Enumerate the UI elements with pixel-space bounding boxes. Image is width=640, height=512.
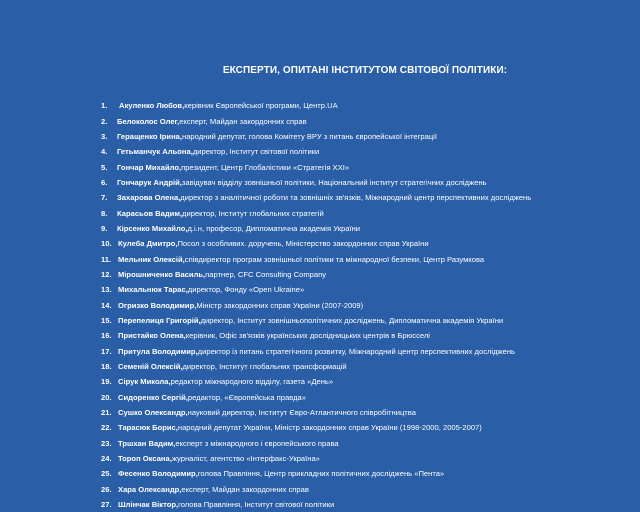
item-number: 26. <box>101 484 112 494</box>
expert-name: Притула Володимир, <box>118 346 198 356</box>
list-item <box>101 359 631 374</box>
item-number: 19. <box>101 377 112 387</box>
expert-description: голова Правління, Інститут світової політики <box>178 500 335 510</box>
expert-description: експерт з міжнародного і європейського права <box>175 438 339 448</box>
expert-description: науковий директор, Інститут Євро-Атлантичного співробітництва <box>187 408 416 418</box>
expert-description: директор, Інститут світової політики <box>192 147 320 157</box>
expert-name: Шлінчак Віктор, <box>118 500 179 510</box>
expert-name: Сушко Олександр, <box>118 408 188 418</box>
expert-description: директор із питань стратегічного розвитку, Міжнародний центр перспективних досліджень <box>197 346 515 356</box>
list-item <box>101 282 631 297</box>
expert-description: голова Правління, Центр прикладних політичних досліджень «Пента» <box>197 469 445 479</box>
expert-name: Захарова Олена, <box>117 193 181 203</box>
item-number: 5. <box>101 162 108 172</box>
expert-name: Гончар Михайло, <box>117 162 182 172</box>
expert-description: керівник, Офіс зв'язків українських дослідницьких центрів в Брюсселі <box>185 331 430 341</box>
item-number: 11. <box>101 254 112 264</box>
expert-description: Посол з особливих. доручень, Міністерство закордонних справ України <box>177 239 429 249</box>
item-number: 18. <box>101 362 112 372</box>
expert-description: Міністр закордонних справ України (2007-2009) <box>196 300 364 310</box>
item-number: 2. <box>101 116 108 126</box>
expert-description: директор з аналітичної роботи та зовнішніх зв'язків, Міжнародний центр перспективних досліджень <box>180 193 532 203</box>
expert-description: журналіст, агентство «Інтерфакс-Україна» <box>171 454 320 464</box>
list-item <box>101 374 631 389</box>
expert-name: Пристайко Олена, <box>118 331 186 341</box>
expert-name: Семеній Олексій, <box>118 362 183 372</box>
item-number: 24. <box>101 454 112 464</box>
expert-description: народний депутат, голова Комітету ВРУ з питань європейської інтеграції <box>182 131 437 141</box>
item-number: 17. <box>101 346 112 356</box>
list-item <box>101 98 631 113</box>
expert-description: директор, Інститут глобальних стратегій <box>182 208 324 218</box>
expert-description: партнер, CFC Consulting Company <box>205 269 327 279</box>
list-item <box>101 144 631 159</box>
expert-description: народний депутат України, Міністр закордонних справ України (1998-2000, 2005-2007) <box>177 423 482 433</box>
expert-name: Тороп Оксана, <box>118 454 172 464</box>
expert-description: експерт, Майдан закордонних справ <box>179 116 307 126</box>
expert-description: президент, Центр Глобалістики «Стратегія XXI» <box>181 162 350 172</box>
list-item <box>101 451 631 466</box>
expert-name: Тршхан Вадим, <box>118 438 176 448</box>
expert-name: Белоколос Олег, <box>117 116 180 126</box>
expert-name: Фесенко Володимир, <box>118 469 198 479</box>
item-number: 7. <box>101 193 108 203</box>
expert-name: Перепелиця Григорій, <box>118 315 201 325</box>
list-item <box>101 251 631 266</box>
item-number: 25. <box>101 469 112 479</box>
list-item <box>101 497 631 512</box>
item-number: 12. <box>101 269 112 279</box>
item-number: 4. <box>101 147 108 157</box>
expert-description: д.і.н, професор, Дипломатична академія України <box>187 223 361 233</box>
item-number: 8. <box>101 208 108 218</box>
expert-name: Тарасюк Борис, <box>118 423 178 433</box>
item-number: 10. <box>101 239 112 249</box>
list-item <box>101 482 631 497</box>
expert-description: експерт, Майдан закордонних справ <box>181 484 309 494</box>
list-item <box>101 405 631 420</box>
list-item <box>101 436 631 451</box>
expert-name: Хара Олександр, <box>118 484 182 494</box>
expert-description: редактор, «Європейська правда» <box>187 392 307 402</box>
expert-name: Карасьов Вадим, <box>117 208 183 218</box>
expert-description: директор, Інститут зовнішньополітичних досліджень, Дипломатична академія України <box>200 315 504 325</box>
list-item <box>101 420 631 435</box>
item-number: 27. <box>101 500 112 510</box>
list-item <box>101 159 631 174</box>
list-item <box>101 313 631 328</box>
list-item <box>101 205 631 220</box>
item-number: 1. <box>101 101 108 111</box>
list-item <box>101 175 631 190</box>
list-item <box>101 221 631 236</box>
expert-name: Кулеба Дмитро, <box>118 239 178 249</box>
expert-name: Сірук Микола, <box>118 377 171 387</box>
expert-description: редактор міжнародного відділу, газета «День» <box>170 377 334 387</box>
item-number: 22. <box>101 423 112 433</box>
list-item <box>101 190 631 205</box>
item-number: 15. <box>101 315 112 325</box>
page-title: ЕКСПЕРТИ, ОПИТАНІ ІНСТИТУТОМ СВІТОВОЇ ПОЛІТИКИ: <box>222 65 508 76</box>
expert-name: Сидоренко Сергій, <box>118 392 188 402</box>
expert-name: Огризко Володимир, <box>118 300 197 310</box>
list-item <box>101 344 631 359</box>
item-number: 16. <box>101 331 112 341</box>
list-item <box>101 390 631 405</box>
list-item <box>101 466 631 481</box>
item-number: 6. <box>101 177 108 187</box>
item-number: 21. <box>101 408 112 418</box>
expert-name: Геращенко Ірина, <box>117 131 183 141</box>
expert-description: керівник Європейської програми, Центр.UA <box>184 101 338 111</box>
list-item <box>101 297 631 312</box>
expert-description: співдиректор програм зовнішньої політики та міжнародної безпеки, Центр Разумкова <box>184 254 485 264</box>
list-item <box>101 328 631 343</box>
expert-description: завідувач відділу зовнішньої політики, Національний інститут стратегічних досліджень <box>181 177 487 187</box>
list-item <box>101 267 631 282</box>
expert-name: Акуленко Любов, <box>119 101 185 111</box>
expert-name: Михальнюк Тарас, <box>118 285 188 295</box>
item-number: 13. <box>101 285 112 295</box>
item-number: 20. <box>101 392 112 402</box>
experts-list <box>101 98 631 512</box>
list-item <box>101 113 631 128</box>
item-number: 23. <box>101 438 112 448</box>
expert-name: Гончарук Андрій, <box>117 177 182 187</box>
item-number: 14. <box>101 300 112 310</box>
expert-description: директор, Фонду «Open Ukraine» <box>187 285 305 295</box>
expert-name: Гетьманчук Альона, <box>117 147 193 157</box>
list-item <box>101 129 631 144</box>
expert-name: Мельник Олексій, <box>118 254 185 264</box>
expert-description: директор, Інститут глобальних трансформацій <box>182 362 347 372</box>
expert-name: Мірошниченко Василь, <box>118 269 206 279</box>
item-number: 3. <box>101 131 108 141</box>
expert-name: Кірсенко Михайло, <box>117 223 188 233</box>
item-number: 9. <box>101 223 108 233</box>
list-item <box>101 236 631 251</box>
